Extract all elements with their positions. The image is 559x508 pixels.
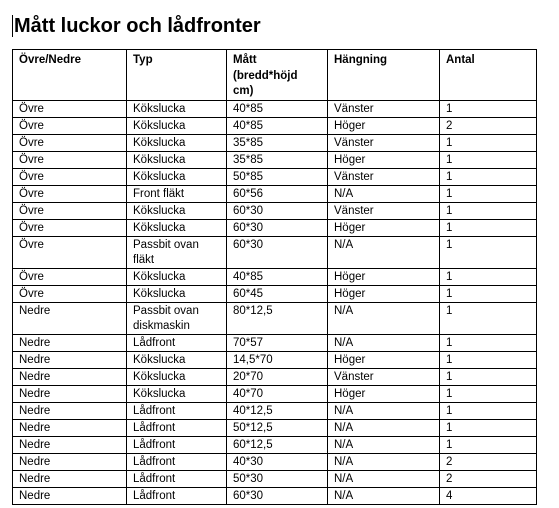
- cell-quantity[interactable]: 1: [440, 219, 537, 236]
- cell-position[interactable]: Nedre: [13, 351, 127, 368]
- cell-position[interactable]: Övre: [13, 151, 127, 168]
- cell-dimensions[interactable]: 60*30: [227, 219, 328, 236]
- cell-type[interactable]: Lådfront: [127, 402, 227, 419]
- cell-position[interactable]: Övre: [13, 100, 127, 117]
- cell-type[interactable]: Kökslucka: [127, 168, 227, 185]
- cell-hinge[interactable]: N/A: [328, 436, 440, 453]
- table-row: [13, 168, 537, 185]
- cell-position[interactable]: Övre: [13, 202, 127, 219]
- cell-dimensions[interactable]: 35*85: [227, 151, 328, 168]
- cell-hinge[interactable]: N/A: [328, 419, 440, 436]
- cell-dimensions[interactable]: 60*30: [227, 487, 328, 504]
- cell-hinge[interactable]: N/A: [328, 470, 440, 487]
- cell-quantity[interactable]: 4: [440, 487, 537, 504]
- cell-dimensions[interactable]: 50*30: [227, 470, 328, 487]
- cell-dimensions[interactable]: 60*45: [227, 285, 328, 302]
- cell-dimensions[interactable]: 60*56: [227, 185, 328, 202]
- cell-quantity[interactable]: 1: [440, 302, 537, 334]
- table-row: [13, 385, 537, 402]
- cell-position[interactable]: Nedre: [13, 436, 127, 453]
- table-row: [13, 351, 537, 368]
- cell-quantity[interactable]: 1: [440, 334, 537, 351]
- cell-position[interactable]: Övre: [13, 185, 127, 202]
- table-row: [13, 453, 537, 470]
- cell-hinge[interactable]: Vänster: [328, 368, 440, 385]
- table-row: [13, 436, 537, 453]
- cell-hinge[interactable]: Vänster: [328, 168, 440, 185]
- cell-type[interactable]: Kökslucka: [127, 134, 227, 151]
- cell-hinge[interactable]: Vänster: [328, 134, 440, 151]
- cell-type[interactable]: Lådfront: [127, 470, 227, 487]
- cell-hinge[interactable]: N/A: [328, 487, 440, 504]
- cell-dimensions[interactable]: 40*70: [227, 385, 328, 402]
- cell-position[interactable]: Nedre: [13, 368, 127, 385]
- table-row: [13, 334, 537, 351]
- cell-type[interactable]: Kökslucka: [127, 202, 227, 219]
- cell-position[interactable]: Övre: [13, 168, 127, 185]
- cell-hinge[interactable]: Höger: [328, 151, 440, 168]
- cell-position[interactable]: Nedre: [13, 334, 127, 351]
- cell-type[interactable]: Lådfront: [127, 487, 227, 504]
- cell-type[interactable]: Kökslucka: [127, 285, 227, 302]
- cell-type[interactable]: Lådfront: [127, 436, 227, 453]
- cell-position[interactable]: Övre: [13, 134, 127, 151]
- cell-quantity[interactable]: 1: [440, 268, 537, 285]
- cell-dimensions[interactable]: 40*85: [227, 100, 328, 117]
- cell-position[interactable]: Nedre: [13, 487, 127, 504]
- document-title[interactable]: Mått luckor och lådfronter: [14, 15, 261, 37]
- table-row: [13, 268, 537, 285]
- cell-dimensions[interactable]: 40*85: [227, 117, 328, 134]
- cell-dimensions[interactable]: 60*30: [227, 202, 328, 219]
- table-row: [13, 402, 537, 419]
- table-row: [13, 202, 537, 219]
- cell-quantity[interactable]: 1: [440, 402, 537, 419]
- cell-position[interactable]: Nedre: [13, 419, 127, 436]
- table-row: [13, 236, 537, 268]
- cell-hinge[interactable]: N/A: [328, 453, 440, 470]
- cell-quantity[interactable]: 1: [440, 385, 537, 402]
- cell-quantity[interactable]: 1: [440, 151, 537, 168]
- table-row: [13, 134, 537, 151]
- table-row: [13, 302, 537, 334]
- table-row: [13, 117, 537, 134]
- cell-quantity[interactable]: 1: [440, 202, 537, 219]
- cell-hinge[interactable]: N/A: [328, 236, 440, 268]
- measurements-table[interactable]: [12, 49, 537, 505]
- cell-dimensions[interactable]: 80*12,5: [227, 302, 328, 334]
- cell-type[interactable]: Front fläkt: [127, 185, 227, 202]
- cell-quantity[interactable]: 1: [440, 185, 537, 202]
- table-header-row: [13, 50, 537, 101]
- cell-quantity[interactable]: 1: [440, 236, 537, 268]
- cell-position[interactable]: Övre: [13, 236, 127, 268]
- cell-type[interactable]: Lådfront: [127, 334, 227, 351]
- cell-quantity[interactable]: 1: [440, 285, 537, 302]
- cell-type[interactable]: Kökslucka: [127, 368, 227, 385]
- table-row: [13, 151, 537, 168]
- cell-quantity[interactable]: 2: [440, 453, 537, 470]
- header-upper-lower[interactable]: Övre/Nedre: [13, 50, 127, 101]
- cell-quantity[interactable]: 1: [440, 436, 537, 453]
- header-type[interactable]: Typ: [127, 50, 227, 101]
- cell-dimensions[interactable]: 50*12,5: [227, 419, 328, 436]
- cell-hinge[interactable]: Höger: [328, 285, 440, 302]
- cell-type[interactable]: Kökslucka: [127, 100, 227, 117]
- cell-position[interactable]: Övre: [13, 285, 127, 302]
- cell-dimensions[interactable]: 35*85: [227, 134, 328, 151]
- cell-type[interactable]: Passbit ovan fläkt: [127, 236, 227, 268]
- cell-dimensions[interactable]: 50*85: [227, 168, 328, 185]
- cell-type[interactable]: Passbit ovan diskmaskin: [127, 302, 227, 334]
- cell-hinge[interactable]: Höger: [328, 268, 440, 285]
- header-quantity[interactable]: Antal: [440, 50, 537, 101]
- cell-position[interactable]: Nedre: [13, 385, 127, 402]
- cell-hinge[interactable]: N/A: [328, 185, 440, 202]
- cell-hinge[interactable]: Höger: [328, 351, 440, 368]
- cell-type[interactable]: Kökslucka: [127, 385, 227, 402]
- cell-hinge[interactable]: N/A: [328, 334, 440, 351]
- cell-type[interactable]: Kökslucka: [127, 219, 227, 236]
- table-row: [13, 219, 537, 236]
- cell-type[interactable]: Kökslucka: [127, 117, 227, 134]
- cell-dimensions[interactable]: 14,5*70: [227, 351, 328, 368]
- table-row: [13, 100, 537, 117]
- cell-hinge[interactable]: Höger: [328, 385, 440, 402]
- cell-quantity[interactable]: 2: [440, 470, 537, 487]
- cell-dimensions[interactable]: 60*12,5: [227, 436, 328, 453]
- text-cursor: [12, 15, 13, 37]
- cell-dimensions[interactable]: 70*57: [227, 334, 328, 351]
- cell-hinge[interactable]: Höger: [328, 219, 440, 236]
- cell-type[interactable]: Kökslucka: [127, 151, 227, 168]
- cell-type[interactable]: Lådfront: [127, 453, 227, 470]
- cell-dimensions[interactable]: 40*30: [227, 453, 328, 470]
- cell-type[interactable]: Kökslucka: [127, 351, 227, 368]
- cell-dimensions[interactable]: 20*70: [227, 368, 328, 385]
- table-row: [13, 285, 537, 302]
- table-row: [13, 487, 537, 504]
- cell-dimensions[interactable]: 40*12,5: [227, 402, 328, 419]
- cell-quantity[interactable]: 1: [440, 168, 537, 185]
- cell-quantity[interactable]: 1: [440, 100, 537, 117]
- table-row: [13, 470, 537, 487]
- cell-hinge[interactable]: Höger: [328, 117, 440, 134]
- cell-hinge[interactable]: N/A: [328, 402, 440, 419]
- cell-position[interactable]: Nedre: [13, 470, 127, 487]
- cell-position[interactable]: Nedre: [13, 402, 127, 419]
- header-hinge[interactable]: Hängning: [328, 50, 440, 101]
- cell-dimensions[interactable]: 60*30: [227, 236, 328, 268]
- table-row: [13, 419, 537, 436]
- cell-quantity[interactable]: 1: [440, 368, 537, 385]
- cell-position[interactable]: Nedre: [13, 453, 127, 470]
- table-row: [13, 368, 537, 385]
- cell-type[interactable]: Lådfront: [127, 419, 227, 436]
- cell-quantity[interactable]: 1: [440, 134, 537, 151]
- cell-hinge[interactable]: Vänster: [328, 202, 440, 219]
- header-dimensions[interactable]: Mått (bredd*höjd cm): [227, 50, 328, 101]
- table-row: [13, 185, 537, 202]
- cell-dimensions[interactable]: 40*85: [227, 268, 328, 285]
- cell-type[interactable]: Kökslucka: [127, 268, 227, 285]
- cell-hinge[interactable]: N/A: [328, 302, 440, 334]
- cell-position[interactable]: Övre: [13, 117, 127, 134]
- cell-position[interactable]: Nedre: [13, 302, 127, 334]
- cell-position[interactable]: Övre: [13, 219, 127, 236]
- cell-quantity[interactable]: 1: [440, 351, 537, 368]
- cell-quantity[interactable]: 2: [440, 117, 537, 134]
- cell-position[interactable]: Övre: [13, 268, 127, 285]
- cell-quantity[interactable]: 1: [440, 419, 537, 436]
- cell-hinge[interactable]: Vänster: [328, 100, 440, 117]
